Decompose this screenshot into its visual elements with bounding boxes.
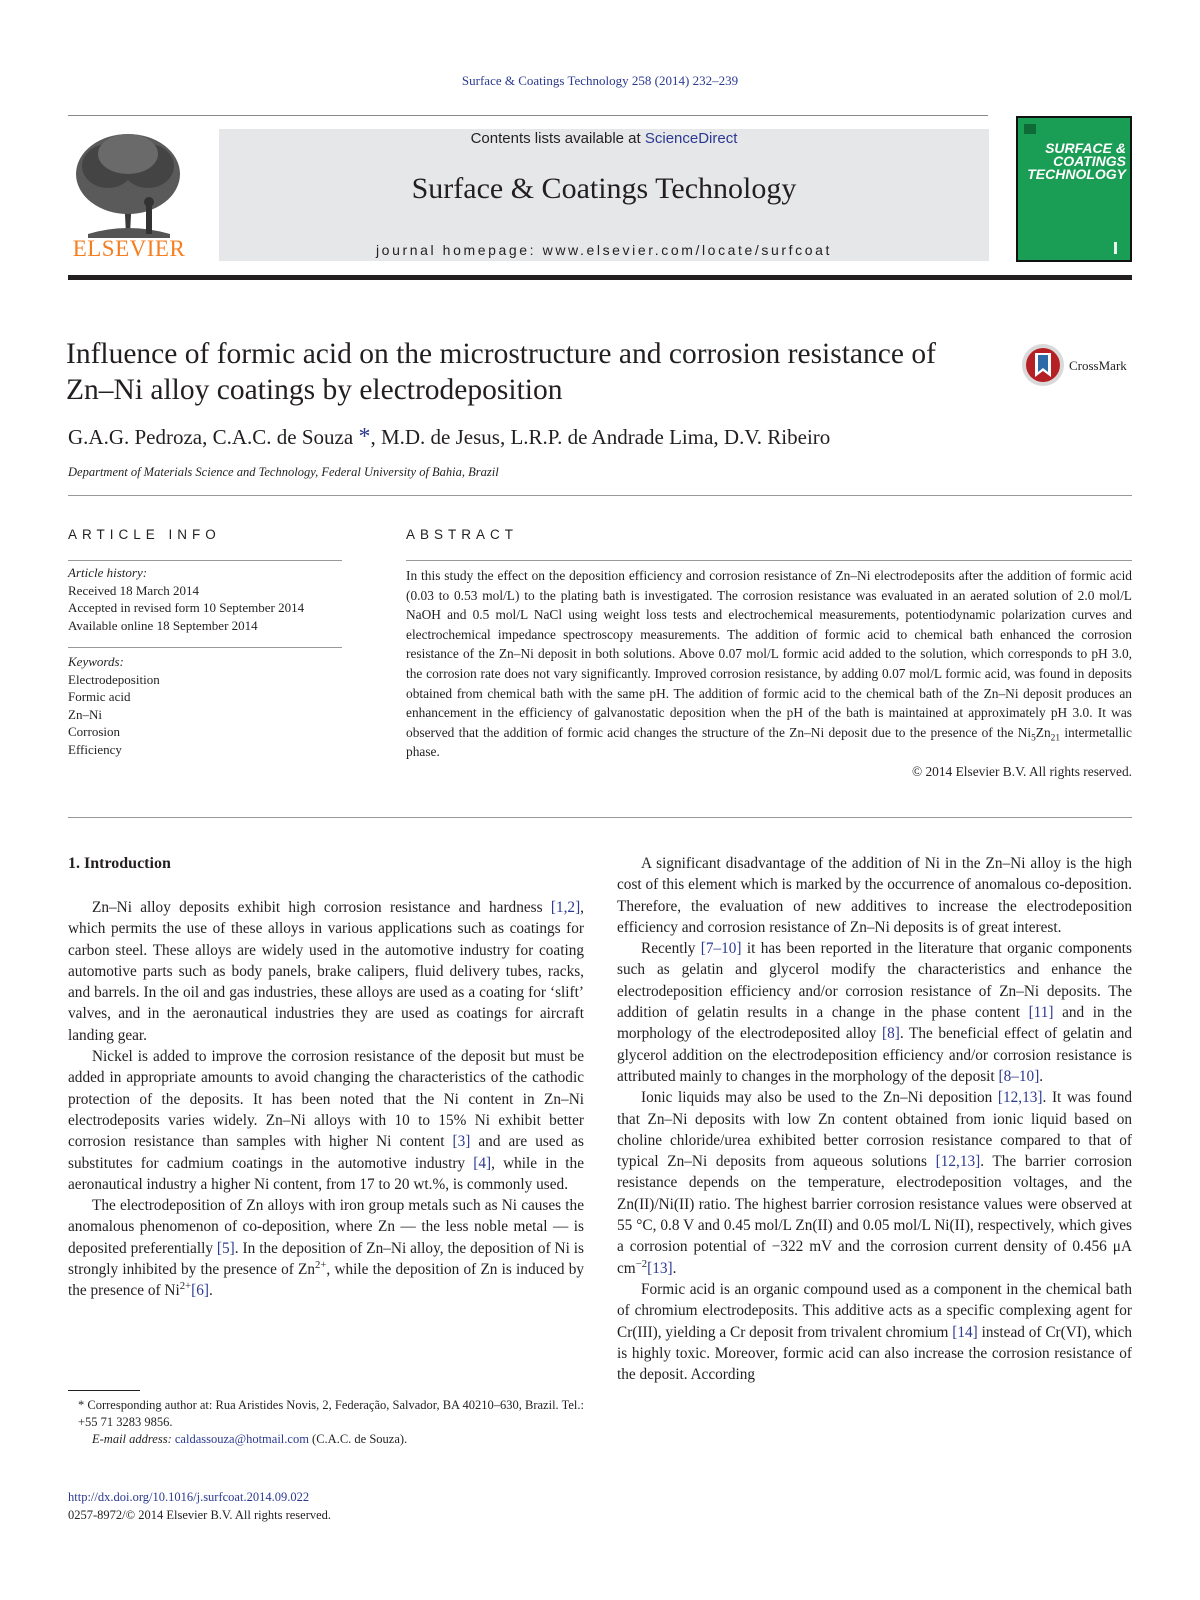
citation-link[interactable]: [1,2] — [550, 899, 581, 916]
paragraph — [68, 1046, 584, 1195]
text: . It was found that Zn–Ni deposits with low Zn content obtained from ionic liquid based on choline chloride/urea exhibited better corrosion resistance compared to that of typical Zn–Ni deposits from aqueous solutions — [617, 1089, 1132, 1171]
citation-link[interactable]: [12,13] — [997, 1089, 1043, 1107]
cover-title: SURFACE & COATINGS TECHNOLOGY — [1027, 140, 1126, 182]
online-date: Available online 18 September 2014 — [68, 617, 258, 633]
keyword-item: Electrodeposition — [68, 671, 160, 687]
issn-copyright: 0257-8972/© 2014 Elsevier B.V. All rights reserved. — [68, 1507, 332, 1522]
phase-zn: Zn — [1035, 724, 1051, 740]
contents-line — [219, 130, 989, 147]
crossmark-badge[interactable] — [1021, 343, 1133, 387]
text: and in the morphology of the electrodeposited alloy — [617, 1004, 1132, 1043]
body-column-right — [617, 853, 1132, 1385]
text: . The barrier corrosion resistance depends on the temperature, electrodeposition voltages, and the Zn(II)/Ni(II) ratio. The highest barrier corrosion resistance values were observed at 55 °C, 0.8 V and 0.45 mol/L Zn(II) and 0.05 mol/L Ni(II), respectively, which gives a corrosion potential of −322 mV and the corrosion current density of 0.456 μA cm — [617, 1153, 1132, 1277]
citation-link[interactable]: [4] — [473, 1154, 492, 1172]
section-heading-introduction: 1. Introduction — [68, 855, 171, 872]
doi-block — [68, 1489, 331, 1524]
journal-title: Surface & Coatings Technology — [411, 172, 797, 205]
elsevier-logo[interactable] — [68, 126, 190, 264]
accepted-date: Accepted in revised form 10 September 2014 — [68, 600, 305, 615]
text: Ionic liquids may also be used to the Zn–Ni deposition — [641, 1089, 998, 1107]
authors-part-2: , M.D. de Jesus, L.R.P. de Andrade Lima, D.V. Ribeiro — [370, 425, 831, 449]
body-column-left — [68, 897, 584, 1302]
journal-cover-thumbnail[interactable] — [1016, 116, 1132, 262]
text: Recently — [641, 940, 701, 958]
citation-link[interactable]: [5] — [216, 1239, 235, 1257]
abstract-text-end: intermetallic phase. — [406, 724, 1132, 760]
text: Zn–Ni alloy deposits exhibit high corrosion resistance and hardness — [92, 899, 551, 916]
keyword-item: Formic acid — [68, 689, 131, 704]
text: , while the deposition of Zn is induced by the presence of Ni — [68, 1261, 584, 1300]
abstract-body — [406, 566, 1132, 782]
keyword-item: Corrosion — [68, 724, 120, 739]
history-label: Article history: — [68, 565, 148, 580]
title-block-divider — [68, 495, 1132, 496]
email-line — [68, 1431, 584, 1448]
contents-prefix: Contents lists available at — [470, 130, 645, 147]
superscript: −2 — [635, 1257, 648, 1270]
corresponding-address: * Corresponding author at: Rua Aristides Novis, 2, Federação, Salvador, BA 40210–630, Brazil. Tel.: +55 71 3283 9856. — [78, 1398, 584, 1429]
phase-ni: Ni — [1017, 724, 1032, 740]
citation-link[interactable]: [14] — [952, 1323, 978, 1341]
keywords-block — [68, 653, 342, 758]
text: . — [672, 1259, 677, 1277]
phase-ni-subscript: 5 — [1031, 733, 1036, 744]
article-history — [68, 564, 342, 634]
article-info-heading: ARTICLE INFO — [68, 527, 221, 542]
paragraph — [617, 1087, 1132, 1279]
journal-reference-link[interactable]: Surface & Coatings Technology 258 (2014) 232–239 — [461, 73, 739, 88]
superscript: 2+ — [179, 1280, 192, 1293]
elsevier-wordmark: ELSEVIER — [72, 236, 186, 261]
paragraph — [68, 897, 584, 1046]
citation-link[interactable]: [13] — [647, 1259, 673, 1277]
citation-link[interactable]: [6] — [191, 1282, 209, 1300]
keywords-label: Keywords: — [68, 654, 124, 669]
footnote-rule — [68, 1390, 140, 1391]
doi-link[interactable]: http://dx.doi.org/10.1016/j.surfcoat.2014.09.022 — [68, 1490, 310, 1504]
citation-link[interactable]: [8–10] — [998, 1067, 1040, 1085]
citation-link[interactable]: [7–10] — [700, 940, 742, 958]
text: and are used as substitutes for cadmium coatings in the automotive industry — [68, 1133, 585, 1172]
paper-title: Influence of formic acid on the microstructure and corrosion resistance of Zn–Ni alloy coatings by electrodeposition — [66, 338, 936, 406]
top-divider — [68, 115, 988, 116]
email-link[interactable]: caldassouza@hotmail.com — [174, 1432, 309, 1446]
abstract-bottom-divider — [68, 817, 1132, 818]
citation-link[interactable]: [11] — [1028, 1004, 1054, 1022]
text: . — [1039, 1067, 1044, 1085]
citation-link[interactable]: [12,13] — [935, 1153, 981, 1171]
text: . The beneficial effect of gelatin and glycerol addition on the electrodeposition efficiency and/or corrosion resistance is attributed mainly to changes in the morphology of the deposit — [617, 1025, 1133, 1085]
text: , which permits the use of these alloys in various applications such as coatings for carbon steel. These alloys are widely used in the automotive industry for coating automotive parts such as body panels, brake calipers, fluid delivery tubes, racks, and barrels. In the oil and gas industries, these alloys are used as a coating for ‘slift’ valves, and in the aeronautical industries they are used as coatings for aircraft landing gear. — [68, 899, 584, 1044]
sciencedirect-link[interactable]: ScienceDirect — [644, 130, 738, 147]
abstract-text: In this study the effect on the deposition efficiency and corrosion resistance of Zn–Ni electrodeposits after the addition of formic acid (0.03 to 0.53 mol/L) to the plating bath is investigated. The corrosion resistance was evaluated in an aerated solution of 2.0 mol/L NaOH and 0.5 mol/L NaCl using weight loss tests and electrochemical measurements, potentiodynamic polarization curves and electrochemical impedance spectroscopy measurements. The addition of formic acid to chemical bath enhanced the corrosion resistance of the Zn–Ni deposit in both solutions. Above 0.07 mol/L formic acid added to the solution, which corresponds to pH 3.0, the corrosion rate does not vary significantly. Improved corrosion resistance, by adding 0.07 mol/L formic acid, was found in deposits obtained from chemical bath with the same pH. The addition of formic acid to the chemical bath of the Zn–Ni deposit produces an enhancement in the efficiency of galvanostatic deposition when the pH of the bath is maintained at approximately pH 3.0. It was observed that the addition of formic acid changes the structure of the Zn–Ni deposit due to the presence of the — [406, 568, 1132, 740]
text: The electrodeposition of Zn alloys with iron group metals such as Ni causes the anomalous phenomenon of co-deposition, where Zn — the less noble metal — is deposited preferentially — [68, 1197, 584, 1257]
citation-link[interactable]: [3] — [452, 1133, 471, 1151]
text: it has been reported in the literature that organic components such as gelatin and glycerol modify the characteristics and enhance the electrodeposition efficiency and/or corrosion resistance of Zn–Ni deposits. The addition of gelatin results in a change in the phase content — [617, 940, 1132, 1022]
author-list — [68, 424, 830, 451]
cover-spine-mark — [1114, 242, 1117, 254]
text: Formic acid is an organic compound used as a component in the chemical bath of chromium electrodeposits. This additive acts as a specific complexing agent for Cr(III), yielding a Cr deposit from trivalent chromium — [617, 1280, 1132, 1341]
article-info-rule-1 — [68, 560, 342, 561]
text: . In the deposition of Zn–Ni alloy, the deposition of Ni is strongly inhibited by the presence of Zn — [68, 1239, 584, 1279]
citation-link[interactable]: [8] — [882, 1025, 900, 1043]
paragraph: A significant disadvantage of the addition of Ni in the Zn–Ni alloy is the high cost of this element which is marked by the occurrence of anomalous co-deposition. Therefore, the evaluation of new additives to increase the electrodeposition efficiency and corrosion resistance of Zn–Ni deposits is of great interest. — [617, 855, 1132, 936]
crossmark-icon — [1021, 343, 1065, 387]
text: , while in the aeronautical industry a higher Ni content, from 17 to 20 wt.%, is commonly used. — [68, 1154, 584, 1193]
superscript: 2+ — [315, 1258, 327, 1271]
article-info-rule-2 — [68, 647, 342, 648]
received-date: Received 18 March 2014 — [68, 582, 200, 598]
crossmark-label: CrossMark — [1069, 358, 1127, 373]
corresponding-author-footnote — [68, 1397, 584, 1448]
text: Nickel is added to improve the corrosion resistance of the deposit but must be added in appropriate amounts to avoid changing the characteristics of the cathodic protection of the deposits. It has been noted that the Ni content in Zn–Ni electrodeposits varies widely. Zn–Ni alloys with 10 to 15% Ni exhibit better corrosion resistance than samples with higher Ni content — [68, 1048, 584, 1151]
email-label: E-mail address: — [92, 1432, 175, 1446]
cover-logo-icon — [1024, 124, 1036, 134]
text: instead of Cr(VI), which is highly toxic. Moreover, formic acid can also increase the corrosion resistance of the deposit. According — [617, 1323, 1132, 1384]
authors-part-1: G.A.G. Pedroza, C.A.C. de Souza — [68, 425, 359, 449]
keyword-item: Zn–Ni — [68, 706, 102, 722]
header-bottom-rule — [68, 275, 1132, 280]
abstract-copyright: © 2014 Elsevier B.V. All rights reserved. — [911, 763, 1132, 779]
abstract-rule — [406, 560, 1132, 561]
affiliation: Department of Materials Science and Technology, Federal University of Bahia, Brazil — [68, 465, 499, 479]
paragraph — [617, 1279, 1132, 1385]
text: . — [208, 1282, 213, 1300]
paragraph — [617, 938, 1132, 1087]
journal-homepage-link[interactable]: journal homepage: www.elsevier.com/locate/surfcoat — [375, 242, 833, 258]
email-owner: (C.A.C. de Souza). — [308, 1432, 408, 1446]
abstract-heading: ABSTRACT — [406, 527, 519, 542]
paragraph — [68, 1195, 584, 1301]
keyword-item: Efficiency — [68, 741, 122, 757]
phase-zn-subscript: 21 — [1050, 733, 1061, 744]
corresponding-author-mark[interactable]: * — [358, 424, 371, 450]
